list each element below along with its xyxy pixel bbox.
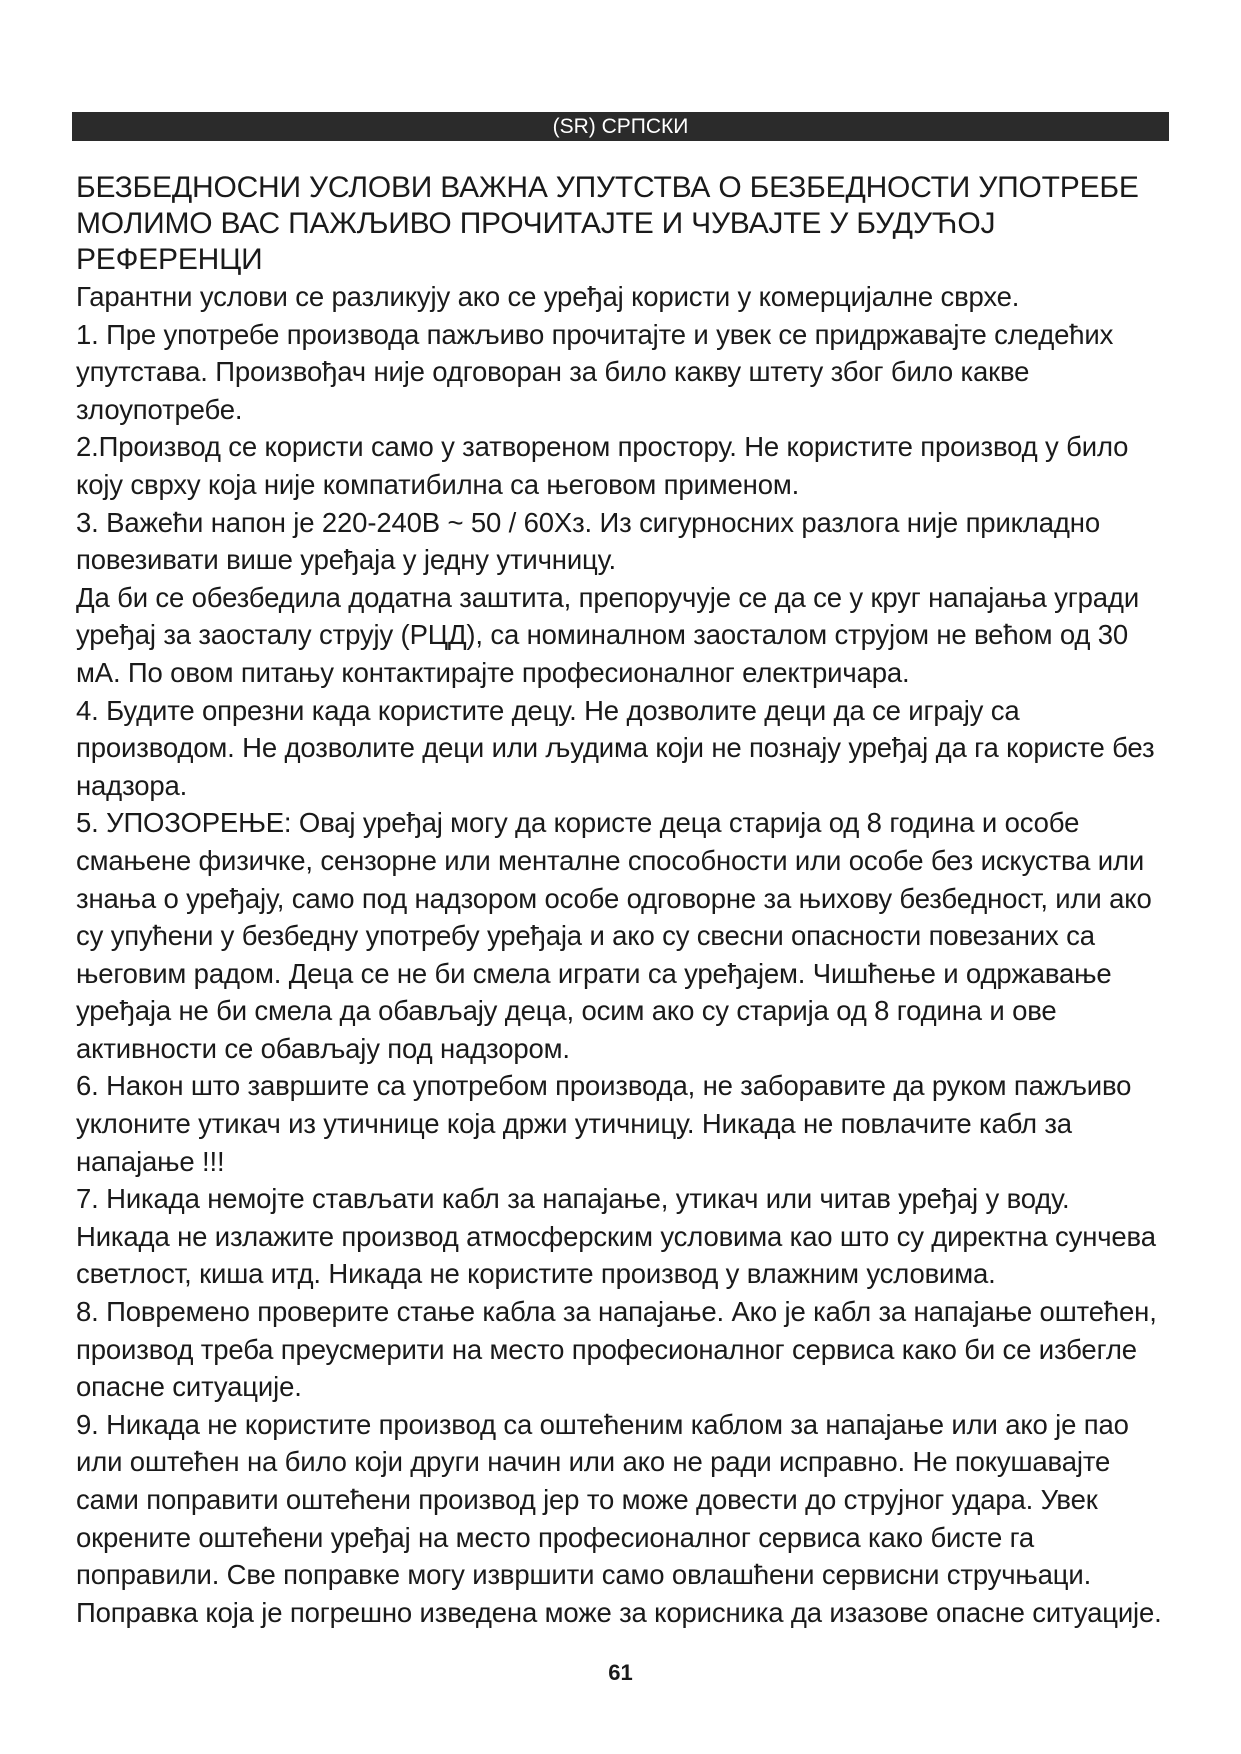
instruction-9: 9. Никада не користите производ са оштећеним каблом за напајање или ако је пао или оштећен на било који други начин или ако не ради исправно. Не покушавајте сами поправити оштећени производ јер то може довести до струјног удара. Увек окрените оштећени уређај на место професионалног сервиса како бисте га поправили. Све поправке могу извршити само овлашћени сервисни стручњаци. Поправка која је погрешно изведена може за корисника да изазове опасне ситуације. — [76, 1408, 1162, 1628]
document-title-line-2: МОЛИМО ВАС ПАЖЉИВО ПРОЧИТАЈТЕ И ЧУВАЈТЕ У БУДУЋОЈ РЕФЕРЕНЦИ — [76, 207, 996, 276]
instruction-2: 2.Производ се користи само у затвореном простору. Не користите производ у било коју сврху која није компатибилна са његовом применом. — [76, 431, 1129, 500]
instruction-1: 1. Пре употребе производа пажљиво прочитајте и увек се придржавајте следећих упутстава. Произвођач није одговоран за било какву штету због било какве злоупотребе. — [76, 318, 1114, 425]
page-number: 61 — [608, 1660, 633, 1685]
instruction-3: 3. Важећи напон је 220-240В ~ 50 / 60Хз. Из сигурносних разлога није прикладно повезивати више уређаја у једну утичницу. — [76, 506, 1100, 576]
instruction-5-warning: 5. УПОЗОРЕЊЕ: Овај уређај могу да користе деца старија од 8 година и особе смањене физичке, сензорне или менталне способности или особе без искуства или знања о уређају, само под надзором особе одговорне за њихову безбедност, или ако су упућени у безбедну употребу уређаја и ако су свесни опасности повезаних са његовим радом. Деца се не би смела играти са уређајем. Чишћење и одржавање уређаја не би смела да обављају деца, осим ако су старија од 8 година и ове активности се обављају под надзором. — [76, 807, 1152, 1064]
instruction-7: 7. Никада немојте стављати кабл за напајање, утикач или читав уређај у воду. Никада не излажите производ атмосферским условима као што су директна сунчева светлост, киша итд. Никада не користите производ у влажним условима. — [76, 1183, 1156, 1290]
language-header-bar — [72, 112, 1169, 141]
document-body — [76, 170, 1168, 1631]
instruction-8: 8. Повремено проверите стање кабла за напајање. Ако је кабл за напајање оштећен, производ треба преусмерити на место професионалног сервиса како би се избегле опасне ситуације. — [76, 1296, 1157, 1403]
document-title-line-1: БЕЗБЕДНОСНИ УСЛОВИ ВАЖНА УПУТСТВА О БЕЗБЕДНОСТИ УПОТРЕБЕ — [76, 171, 1139, 204]
language-label: (SR) СРПСКИ — [552, 115, 689, 138]
instruction-6: 6. Након што завршите са употребом производа, не заборавите да руком пажљиво уклоните утикач из утичнице која држи утичницу. Никада не повлачите кабл за напајање !!! — [76, 1070, 1132, 1177]
rcd-protection-note: Да би се обезбедила додатна заштита, препоручује се да се у круг напајања угради уређај за заосталу струју (РЦД), са номиналном заосталом струјом не већом од 30 мА. По овом питању контактирајте професионалног електричара. — [76, 581, 1140, 688]
instruction-4: 4. Будите опрезни када користите децу. Не дозволите деци да се играју са производом. Не дозволите деци или људима који не познају уређај да га користе без надзора. — [76, 694, 1155, 801]
warranty-note: Гарантни услови се разликују ако се уређај користи у комерцијалне сврхе. — [76, 281, 1020, 312]
